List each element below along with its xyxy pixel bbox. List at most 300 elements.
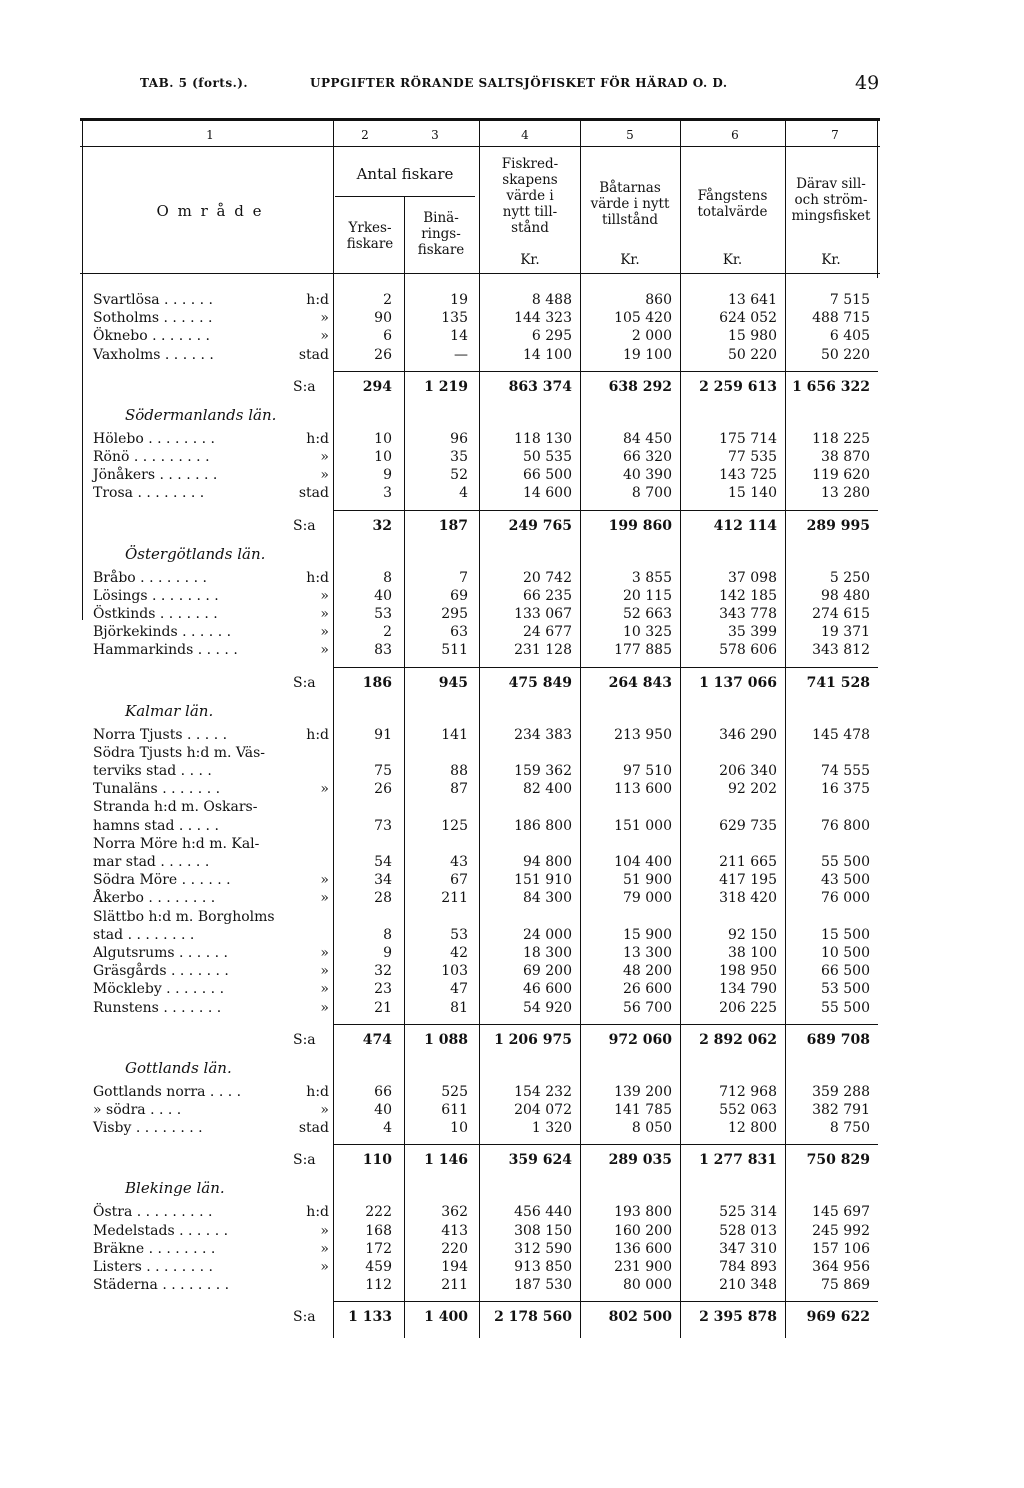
cell-value: 222 — [365, 1204, 392, 1221]
row-name: Städerna . . . . . . . . — [93, 1277, 230, 1294]
cell-value: 21 — [374, 999, 392, 1016]
row-name: Runstens . . . . . . . — [93, 999, 222, 1016]
cell-value: 1 146 — [424, 1152, 468, 1169]
sum-label: S:a — [293, 674, 316, 691]
row-suffix: h:d — [306, 726, 329, 743]
kr-col6: Kr. — [722, 252, 743, 268]
cell-value: 24 677 — [523, 624, 572, 641]
cell-value: 43 — [450, 854, 468, 870]
row-name: Tunaläns . . . . . . . — [93, 781, 221, 798]
antal-rule — [335, 196, 475, 197]
cell-value: 382 791 — [812, 1102, 870, 1118]
row-name: Listers . . . . . . . . — [93, 1259, 213, 1275]
row-suffix: » — [320, 449, 329, 465]
cell-value: 689 708 — [806, 1031, 870, 1048]
cell-value: 8 — [383, 569, 392, 586]
cell-value: 103 — [441, 963, 468, 980]
cell-value: 511 — [441, 642, 468, 659]
cell-value: 50 220 — [821, 346, 870, 363]
cell-value: 7 515 — [829, 292, 870, 308]
cell-value: 125 — [441, 817, 468, 834]
cell-value: 54 — [374, 854, 392, 870]
cell-value: 53 — [450, 926, 468, 943]
colno-7: 7 — [831, 128, 839, 142]
cell-value: 7 — [459, 569, 468, 586]
sum-label: S:a — [293, 1309, 316, 1326]
cell-value: 177 885 — [614, 642, 672, 659]
cell-value: 43 500 — [821, 872, 870, 889]
cell-value: 157 106 — [812, 1240, 870, 1257]
cell-value: 1 656 322 — [792, 378, 870, 395]
cell-value: 3 — [383, 485, 392, 502]
cell-value: 52 — [450, 467, 468, 484]
row-name: Trosa . . . . . . . . — [93, 485, 205, 502]
row-name: Norra Tjusts . . . . . — [93, 726, 228, 743]
cell-value: 972 060 — [608, 1031, 672, 1048]
cell-value: 77 535 — [728, 449, 777, 465]
cell-value: 40 — [374, 1102, 392, 1118]
cell-value: 295 — [441, 606, 468, 622]
row-name: Hammarkinds . . . . . — [93, 642, 238, 659]
cell-value: 312 590 — [514, 1240, 572, 1257]
cell-value: 24 000 — [523, 926, 572, 943]
cell-value: 13 280 — [821, 485, 870, 502]
cell-value: 40 390 — [623, 467, 672, 484]
cell-value: 91 — [374, 726, 392, 743]
cell-value: 74 555 — [821, 763, 870, 779]
row-name: Östkinds . . . . . . . — [93, 606, 218, 622]
cell-value: 343 778 — [719, 606, 777, 622]
colno-rule — [80, 146, 880, 147]
row-suffix: » — [320, 1240, 329, 1257]
sum-rule — [333, 510, 878, 511]
cell-value: 1 088 — [424, 1031, 468, 1048]
cell-value: 141 785 — [614, 1102, 672, 1118]
cell-value: 784 893 — [719, 1259, 777, 1275]
row-name: terviks stad . . . . — [93, 763, 212, 779]
cell-value: 66 — [374, 1083, 392, 1100]
row-suffix: » — [320, 587, 329, 604]
cell-value: 10 500 — [821, 945, 870, 961]
row-name: Stranda h:d m. Oskars- — [93, 799, 258, 816]
header-area: O m r å d e — [156, 202, 264, 220]
cell-value: 38 100 — [728, 945, 777, 961]
cell-value: 5 250 — [829, 569, 870, 586]
row-suffix: » — [320, 981, 329, 998]
cell-value: 56 700 — [623, 999, 672, 1016]
cell-value: 1 133 — [348, 1309, 392, 1326]
cell-value: 8 — [383, 926, 392, 943]
cell-value: 969 622 — [806, 1309, 870, 1326]
cell-value: 6 — [383, 328, 392, 345]
row-name: stad . . . . . . . . — [93, 926, 195, 943]
vline-left — [82, 118, 83, 620]
cell-value: 32 — [374, 963, 392, 980]
header-binaringsfiskare: Binä- rings- fiskare — [417, 210, 465, 258]
cell-value: 347 310 — [719, 1240, 777, 1257]
cell-value: 289 035 — [608, 1152, 672, 1169]
cell-value: 143 725 — [719, 467, 777, 484]
sum-rule — [333, 1024, 878, 1025]
cell-value: 412 114 — [713, 517, 777, 534]
cell-value: 66 235 — [523, 587, 572, 604]
cell-value: 55 500 — [821, 854, 870, 870]
cell-value: 66 320 — [623, 449, 672, 465]
cell-value: 80 000 — [623, 1277, 672, 1294]
cell-value: 46 600 — [523, 981, 572, 998]
cell-value: 139 200 — [614, 1083, 672, 1100]
cell-value: 52 663 — [623, 606, 672, 622]
cell-value: 231 900 — [614, 1259, 672, 1275]
cell-value: 69 — [450, 587, 468, 604]
cell-value: 294 — [362, 378, 392, 395]
cell-value: 210 348 — [719, 1277, 777, 1294]
row-name: » södra . . . . — [93, 1102, 182, 1118]
cell-value: 76 000 — [821, 890, 870, 907]
cell-value: 624 052 — [719, 310, 777, 327]
cell-value: 136 600 — [614, 1240, 672, 1257]
cell-value: 69 200 — [523, 963, 572, 980]
cell-value: 318 420 — [719, 890, 777, 907]
row-suffix: » — [320, 999, 329, 1016]
row-suffix: stad — [298, 1120, 329, 1137]
cell-value: 20 115 — [623, 587, 672, 604]
cell-value: 53 — [374, 606, 392, 622]
cell-value: 913 850 — [514, 1259, 572, 1275]
cell-value: 2 — [383, 624, 392, 641]
cell-value: 193 800 — [614, 1204, 672, 1221]
row-name: Åkerbo . . . . . . . . — [93, 890, 216, 907]
cell-value: 67 — [450, 872, 468, 889]
cell-value: 110 — [362, 1152, 392, 1169]
cell-value: 66 500 — [821, 963, 870, 980]
cell-value: 96 — [450, 430, 468, 447]
cell-value: 206 225 — [719, 999, 777, 1016]
page-header — [80, 70, 880, 100]
cell-value: 133 067 — [514, 606, 572, 622]
cell-value: 26 — [374, 346, 392, 363]
row-suffix: » — [320, 1102, 329, 1118]
row-name: mar stad . . . . . . — [93, 854, 210, 870]
row-name: Östra . . . . . . . . . — [93, 1204, 213, 1221]
row-name: Bräkne . . . . . . . . — [93, 1240, 216, 1257]
section-heading: Gottlands län. — [125, 1058, 232, 1077]
cell-value: 1 206 975 — [494, 1031, 572, 1048]
cell-value: 359 288 — [812, 1083, 870, 1100]
cell-value: 87 — [450, 781, 468, 798]
cell-value: 249 765 — [508, 517, 572, 534]
cell-value: 9 — [383, 467, 392, 484]
cell-value: 50 535 — [523, 449, 572, 465]
section-heading: Södermanlands län. — [125, 405, 277, 424]
colno-5: 5 — [626, 128, 634, 142]
row-name: Jönåkers . . . . . . . — [93, 467, 218, 484]
row-name: Algutsrums . . . . . . — [93, 945, 228, 961]
cell-value: 66 500 — [523, 467, 572, 484]
cell-value: 525 314 — [719, 1204, 777, 1221]
row-name: Hölebo . . . . . . . . — [93, 430, 215, 447]
cell-value: 151 000 — [614, 817, 672, 834]
cell-value: 172 — [365, 1240, 392, 1257]
cell-value: 28 — [374, 890, 392, 907]
cell-value: 274 615 — [812, 606, 870, 622]
cell-value: 35 — [450, 449, 468, 465]
header-darav: Därav sill- och ström- mingsfisket — [791, 176, 871, 224]
cell-value: 15 140 — [728, 485, 777, 502]
cell-value: 134 790 — [719, 981, 777, 998]
cell-value: 488 715 — [812, 310, 870, 327]
cell-value: 211 — [441, 1277, 468, 1294]
sum-label: S:a — [293, 1152, 316, 1169]
cell-value: 741 528 — [806, 674, 870, 691]
cell-value: 75 — [374, 763, 392, 779]
sum-label: S:a — [293, 517, 316, 534]
vline-right — [877, 118, 878, 278]
cell-value: 34 — [374, 872, 392, 889]
kr-col4: Kr. — [520, 252, 540, 268]
cell-value: 186 — [362, 674, 392, 691]
header-batarnas: Båtarnas värde i nytt tillstånd — [590, 180, 670, 228]
cell-value: 346 290 — [719, 726, 777, 743]
cell-value: 220 — [441, 1240, 468, 1257]
cell-value: 113 600 — [614, 781, 672, 798]
row-name: Norra Möre h:d m. Kal- — [93, 835, 260, 852]
cell-value: 187 — [438, 517, 468, 534]
row-suffix: » — [320, 624, 329, 641]
cell-value: 16 375 — [821, 781, 870, 798]
cell-value: 8 050 — [631, 1120, 672, 1137]
cell-value: 802 500 — [608, 1309, 672, 1326]
colno-1: 1 — [206, 128, 214, 142]
cell-value: 860 — [645, 292, 672, 308]
cell-value: 459 — [365, 1259, 392, 1275]
row-suffix: » — [320, 467, 329, 484]
header-fangstens: Fångstens totalvärde — [697, 188, 768, 220]
cell-value: 84 300 — [523, 890, 572, 907]
cell-value: 160 200 — [614, 1222, 672, 1239]
cell-value: 234 383 — [514, 726, 572, 743]
cell-value: 42 — [450, 945, 468, 961]
cell-value: 10 325 — [623, 624, 672, 641]
cell-value: 2 892 062 — [699, 1031, 777, 1048]
cell-value: 92 202 — [728, 781, 777, 798]
cell-value: 105 420 — [614, 310, 672, 327]
cell-value: 10 — [374, 449, 392, 465]
cell-value: 97 510 — [623, 763, 672, 779]
cell-value: 13 641 — [728, 292, 777, 308]
cell-value: 79 000 — [623, 890, 672, 907]
row-name: Gräsgårds . . . . . . . — [93, 963, 229, 980]
cell-value: 53 500 — [821, 981, 870, 998]
cell-value: 37 098 — [728, 569, 777, 586]
cell-value: 142 185 — [719, 587, 777, 604]
row-suffix: h:d — [306, 1204, 329, 1221]
sum-rule — [333, 1301, 878, 1302]
cell-value: 9 — [383, 945, 392, 961]
cell-value: 54 920 — [523, 999, 572, 1016]
cell-value: 211 665 — [719, 854, 777, 870]
cell-value: 289 995 — [806, 517, 870, 534]
row-name: Sotholms . . . . . . — [93, 310, 213, 327]
cell-value: 10 — [450, 1120, 468, 1137]
cell-value: 245 992 — [812, 1222, 870, 1239]
cell-value: 84 450 — [623, 430, 672, 447]
cell-value: 151 910 — [514, 872, 572, 889]
cell-value: 1 277 831 — [699, 1152, 777, 1169]
cell-value: 154 232 — [514, 1083, 572, 1100]
row-label — [93, 744, 329, 762]
row-name: Vaxholms . . . . . . — [93, 346, 214, 363]
header-title: UPPGIFTER RÖRANDE SALTSJÖFISKET FÖR HÄRAD O. D. — [310, 76, 728, 90]
cell-value: 88 — [450, 763, 468, 779]
cell-value: 118 225 — [812, 430, 870, 447]
row-suffix: » — [320, 606, 329, 622]
cell-value: 199 860 — [608, 517, 672, 534]
sum-rule — [333, 1144, 878, 1145]
row-name: Svartlösa . . . . . . — [93, 292, 214, 308]
cell-value: 32 — [372, 517, 392, 534]
row-label — [93, 798, 329, 816]
cell-value: 4 — [459, 485, 468, 502]
cell-value: 198 950 — [719, 963, 777, 980]
cell-value: 76 800 — [821, 817, 870, 834]
cell-value: 18 300 — [523, 945, 572, 961]
cell-value: 94 800 — [523, 854, 572, 870]
cell-value: 144 323 — [514, 310, 572, 327]
header-left: TAB. 5 (forts.). — [140, 76, 249, 90]
row-name: Rönö . . . . . . . . . — [93, 449, 210, 465]
cell-value: 2 259 613 — [699, 378, 777, 395]
cell-value: 23 — [374, 981, 392, 998]
header-rule — [80, 273, 880, 274]
cell-value: 552 063 — [719, 1102, 777, 1118]
cell-value: 26 — [374, 781, 392, 798]
sum-rule — [333, 371, 878, 372]
row-suffix: » — [320, 1222, 329, 1239]
cell-value: 231 128 — [514, 642, 572, 659]
row-name: hamns stad . . . . . — [93, 817, 219, 834]
header-fiskredskapens: Fiskred- skapens värde i nytt till- stånd — [501, 156, 559, 236]
cell-value: 145 478 — [812, 726, 870, 743]
row-name: Lösings . . . . . . . . — [93, 587, 219, 604]
sum-rule — [333, 667, 878, 668]
cell-value: 48 200 — [623, 963, 672, 980]
cell-value: 47 — [450, 981, 468, 998]
cell-value: 81 — [450, 999, 468, 1016]
cell-value: 2 395 878 — [699, 1309, 777, 1326]
cell-value: 168 — [365, 1222, 392, 1239]
row-suffix: h:d — [306, 1083, 329, 1100]
row-suffix: » — [320, 963, 329, 980]
cell-value: 1 320 — [531, 1120, 572, 1137]
cell-value: 213 950 — [614, 726, 672, 743]
cell-value: 15 500 — [821, 926, 870, 943]
row-suffix: » — [320, 310, 329, 327]
cell-value: 578 606 — [719, 642, 777, 659]
top-rule — [80, 118, 880, 121]
cell-value: 187 530 — [514, 1277, 572, 1294]
section-heading: Kalmar län. — [125, 701, 214, 720]
row-name: Södra Tjusts h:d m. Väs- — [93, 744, 266, 761]
cell-value: 194 — [441, 1259, 468, 1275]
row-suffix: h:d — [306, 430, 329, 447]
row-suffix: h:d — [306, 569, 329, 586]
cell-value: — — [454, 346, 468, 363]
row-name: Södra Möre . . . . . . — [93, 872, 231, 889]
colno-3: 3 — [431, 128, 439, 142]
cell-value: 8 488 — [531, 292, 572, 308]
cell-value: 35 399 — [728, 624, 777, 641]
page-number: 49 — [855, 72, 880, 94]
row-name: Medelstads . . . . . . — [93, 1222, 229, 1239]
cell-value: 629 735 — [719, 817, 777, 834]
cell-value: 63 — [450, 624, 468, 641]
sum-label: S:a — [293, 1031, 316, 1048]
cell-value: 474 — [362, 1031, 392, 1048]
sum-label: S:a — [293, 378, 316, 395]
cell-value: 945 — [438, 674, 468, 691]
cell-value: 75 869 — [821, 1277, 870, 1294]
cell-value: 204 072 — [514, 1102, 572, 1118]
cell-value: 8 750 — [829, 1120, 870, 1137]
cell-value: 1 137 066 — [699, 674, 777, 691]
row-suffix: stad — [298, 346, 329, 363]
cell-value: 118 130 — [514, 430, 572, 447]
cell-value: 40 — [374, 587, 392, 604]
row-suffix: » — [320, 642, 329, 659]
cell-value: 2 178 560 — [494, 1309, 572, 1326]
kr-col7: Kr. — [821, 252, 841, 268]
cell-value: 20 742 — [523, 569, 572, 586]
row-suffix: stad — [298, 485, 329, 502]
cell-value: 264 843 — [608, 674, 672, 691]
cell-value: 2 — [383, 292, 392, 308]
row-name: Möckleby . . . . . . . — [93, 981, 225, 998]
cell-value: 14 — [450, 328, 468, 345]
cell-value: 638 292 — [608, 378, 672, 395]
cell-value: 90 — [374, 310, 392, 327]
cell-value: 15 980 — [728, 328, 777, 345]
cell-value: 8 700 — [631, 485, 672, 502]
cell-value: 14 600 — [523, 485, 572, 502]
colno-4: 4 — [521, 128, 529, 142]
cell-value: 51 900 — [623, 872, 672, 889]
cell-value: 141 — [441, 726, 468, 743]
header-antal-fiskare: Antal fiskare — [356, 165, 454, 183]
cell-value: 13 300 — [623, 945, 672, 961]
cell-value: 104 400 — [614, 854, 672, 870]
cell-value: 14 100 — [523, 346, 572, 363]
cell-value: 525 — [441, 1083, 468, 1100]
cell-value: 3 855 — [631, 569, 672, 586]
cell-value: 19 100 — [623, 346, 672, 363]
cell-value: 15 900 — [623, 926, 672, 943]
cell-value: 92 150 — [728, 926, 777, 943]
cell-value: 10 — [374, 430, 392, 447]
cell-value: 6 295 — [531, 328, 572, 345]
cell-value: 343 812 — [812, 642, 870, 659]
row-name: Gottlands norra . . . . — [93, 1083, 242, 1100]
row-suffix: h:d — [306, 292, 329, 308]
cell-value: 98 480 — [821, 587, 870, 604]
cell-value: 12 800 — [728, 1120, 777, 1137]
cell-value: 159 362 — [514, 763, 572, 779]
row-name: Öknebo . . . . . . . — [93, 328, 210, 345]
row-suffix: » — [320, 945, 329, 961]
cell-value: 206 340 — [719, 763, 777, 779]
section-heading: Blekinge län. — [125, 1179, 225, 1198]
row-label — [93, 835, 329, 853]
